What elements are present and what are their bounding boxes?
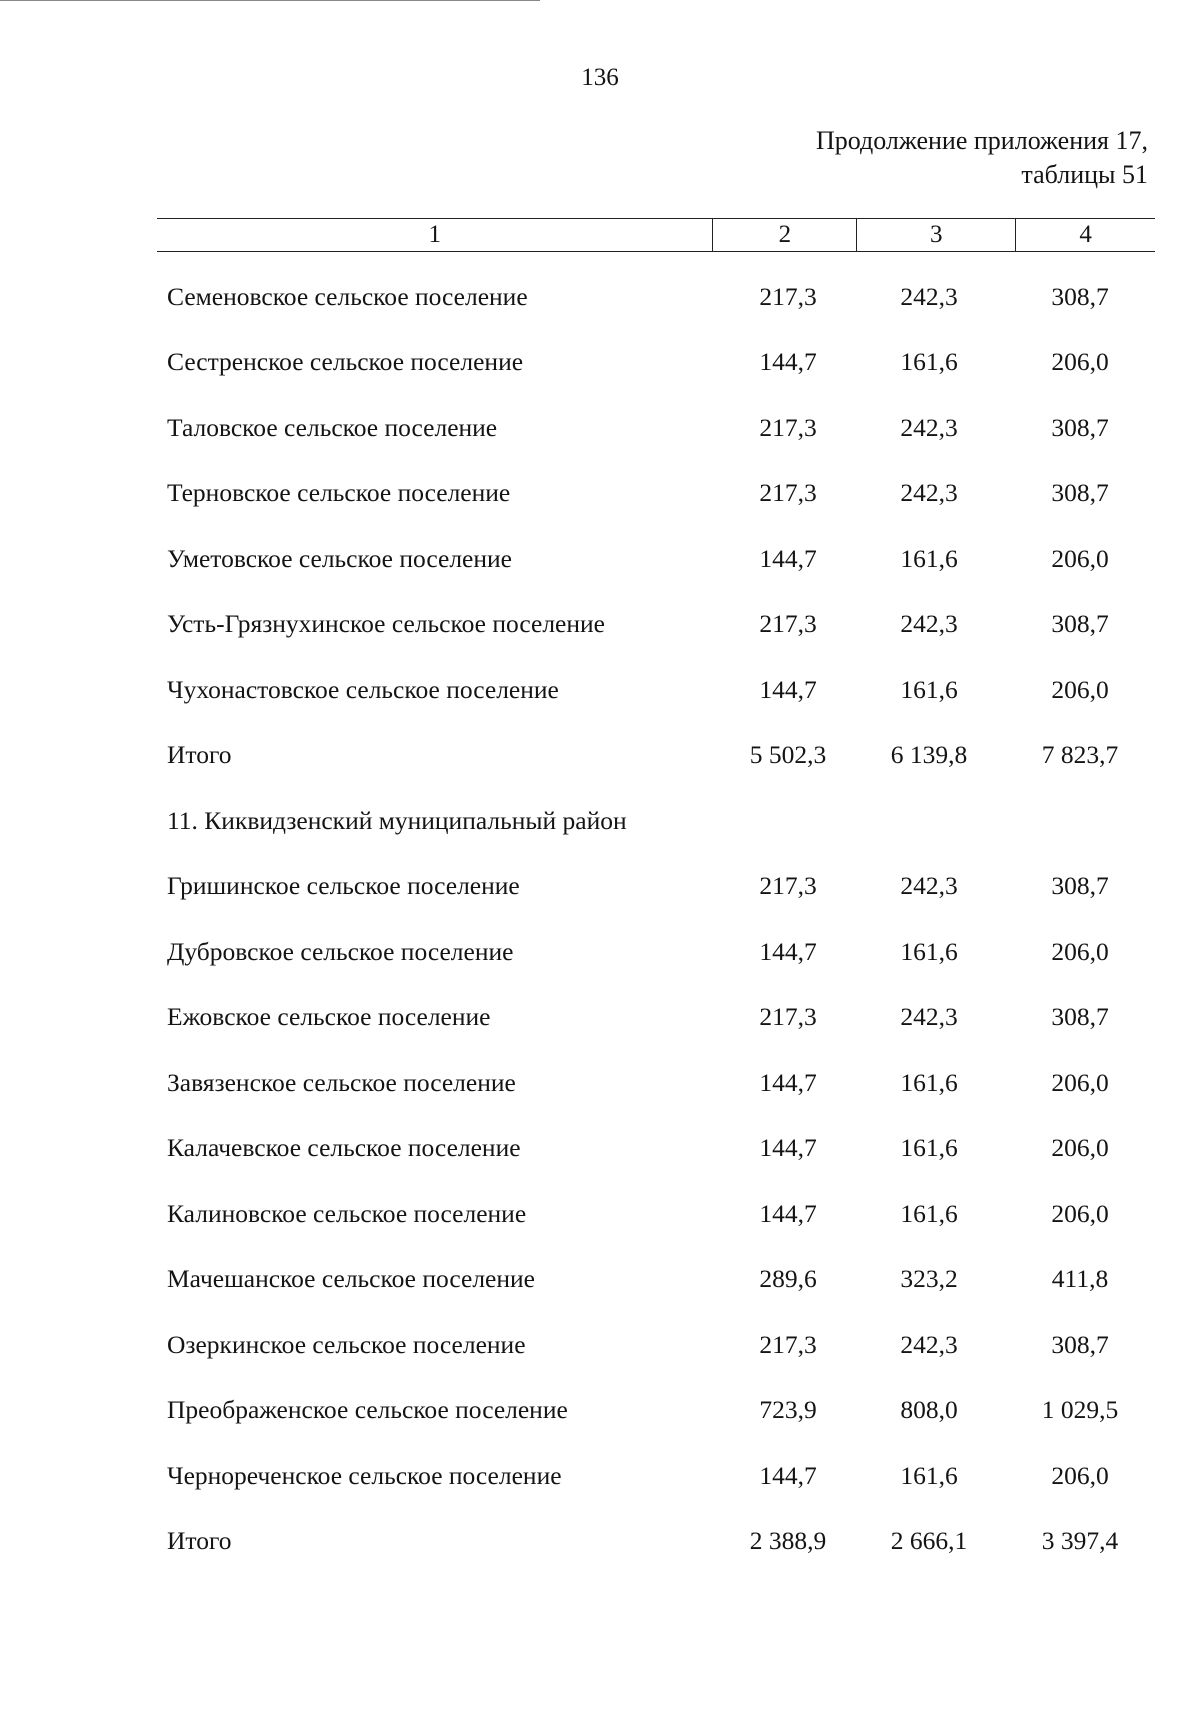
settlement-name: Завязенское сельское поселение [167, 1067, 516, 1097]
value-col-4: 411,8 [1051, 1264, 1109, 1294]
value-col-3: 6 139,8 [890, 740, 968, 770]
table-row [157, 592, 1155, 658]
value-col-2: 217,3 [759, 871, 817, 901]
header-col-1: 1 [428, 221, 441, 248]
value-col-3: 161,6 [900, 1133, 958, 1163]
value-col-2: 217,3 [759, 1329, 817, 1359]
value-col-2: 144,7 [759, 1460, 817, 1490]
value-col-3: 161,6 [900, 936, 958, 966]
value-col-4: 7 823,7 [1041, 740, 1119, 770]
scan-edge-line [0, 0, 540, 1]
value-col-2: 217,3 [759, 609, 817, 639]
value-col-3: 161,6 [900, 347, 958, 377]
value-col-2: 217,3 [759, 412, 817, 442]
value-col-3: 2 666,1 [890, 1526, 968, 1556]
continuation-line-2: таблицы 51 [1021, 160, 1148, 189]
table-row [157, 1443, 1155, 1509]
value-col-3: 242,3 [900, 1002, 958, 1032]
settlement-name: Преображенское сельское поселение [167, 1395, 568, 1425]
value-col-2: 144,7 [759, 1198, 817, 1228]
settlement-name: Усть-Грязнухинское сельское поселение [167, 609, 605, 639]
value-col-3: 161,6 [900, 1067, 958, 1097]
value-col-2: 217,3 [759, 478, 817, 508]
continuation-caption [816, 124, 1148, 192]
continuation-line-1: Продолжение приложения 17, [815, 126, 1148, 155]
value-col-4: 206,0 [1051, 936, 1109, 966]
value-col-2: 723,9 [759, 1395, 817, 1425]
header-col-2: 2 [712, 219, 856, 251]
table-row [157, 461, 1155, 527]
value-col-3: 161,6 [900, 543, 958, 573]
value-col-4: 206,0 [1051, 1067, 1109, 1097]
value-col-2: 217,3 [759, 281, 817, 311]
value-col-4: 206,0 [1051, 1133, 1109, 1163]
total-row [157, 1509, 1155, 1575]
settlement-name: Калиновское сельское поселение [167, 1198, 527, 1228]
table-row [157, 526, 1155, 592]
value-col-2: 144,7 [759, 543, 817, 573]
table-row [157, 985, 1155, 1051]
table-row [157, 1247, 1155, 1313]
value-col-2: 144,7 [759, 1067, 817, 1097]
value-col-4: 308,7 [1051, 871, 1109, 901]
settlement-name: Калачевское сельское поселение [167, 1133, 521, 1163]
settlement-name: Уметовское сельское поселение [167, 543, 512, 573]
value-col-3: 161,6 [900, 1460, 958, 1490]
settlement-name: Чухонастовское сельское поселение [167, 674, 559, 704]
value-col-2: 289,6 [759, 1264, 817, 1294]
value-col-2: 144,7 [759, 674, 817, 704]
settlement-name: Гришинское сельское поселение [167, 871, 520, 901]
value-col-4: 206,0 [1051, 347, 1109, 377]
value-col-3: 242,3 [900, 1329, 958, 1359]
value-col-3: 161,6 [900, 674, 958, 704]
value-col-4: 308,7 [1051, 609, 1109, 639]
settlement-name: Мачешанское сельское поселение [167, 1264, 535, 1294]
value-col-3: 161,6 [900, 1198, 958, 1228]
value-col-4: 308,7 [1051, 281, 1109, 311]
value-col-3: 242,3 [900, 412, 958, 442]
header-col-4: 4 [1015, 219, 1155, 251]
settlement-name: Сестренское сельское поселение [167, 347, 524, 377]
value-col-4: 1 029,5 [1041, 1395, 1119, 1425]
section-heading: 11. Киквидзенский муниципальный район [167, 805, 627, 835]
page-number: 136 [581, 64, 619, 91]
value-col-4: 308,7 [1051, 1002, 1109, 1032]
value-col-2: 144,7 [759, 1133, 817, 1163]
total-row [157, 723, 1155, 789]
settlement-name: Терновское сельское поселение [167, 478, 511, 508]
settlement-name: Таловское сельское поселение [167, 412, 498, 442]
section-heading-row [157, 788, 1155, 854]
settlement-name: Итого [167, 1526, 232, 1556]
table-row [157, 1116, 1155, 1182]
table-body [157, 264, 1155, 1574]
table-header [157, 218, 1155, 252]
settlement-name: Итого [167, 740, 232, 770]
table-row [157, 395, 1155, 461]
settlement-name: Чернореченское сельское поселение [167, 1460, 562, 1490]
value-col-3: 242,3 [900, 478, 958, 508]
table-row [157, 919, 1155, 985]
settlement-name: Ежовское сельское поселение [167, 1002, 491, 1032]
header-col-3: 3 [856, 219, 1015, 251]
value-col-2: 144,7 [759, 936, 817, 966]
table-row [157, 1181, 1155, 1247]
value-col-3: 808,0 [900, 1395, 958, 1425]
value-col-3: 323,2 [900, 1264, 958, 1294]
value-col-2: 217,3 [759, 1002, 817, 1032]
value-col-3: 242,3 [900, 609, 958, 639]
table-row [157, 854, 1155, 920]
table-row [157, 264, 1155, 330]
settlement-name: Дубровское сельское поселение [167, 936, 514, 966]
table-row [157, 1050, 1155, 1116]
value-col-3: 242,3 [900, 871, 958, 901]
value-col-4: 308,7 [1051, 1329, 1109, 1359]
value-col-2: 2 388,9 [749, 1526, 827, 1556]
settlement-name: Семеновское сельское поселение [167, 281, 528, 311]
table-row [157, 1378, 1155, 1444]
value-col-4: 206,0 [1051, 1198, 1109, 1228]
value-col-4: 206,0 [1051, 1460, 1109, 1490]
table-row [157, 330, 1155, 396]
value-col-4: 308,7 [1051, 478, 1109, 508]
value-col-2: 144,7 [759, 347, 817, 377]
table-row [157, 657, 1155, 723]
value-col-2: 5 502,3 [749, 740, 827, 770]
value-col-4: 308,7 [1051, 412, 1109, 442]
table-row [157, 1312, 1155, 1378]
value-col-4: 206,0 [1051, 543, 1109, 573]
value-col-3: 242,3 [900, 281, 958, 311]
value-col-4: 3 397,4 [1041, 1526, 1119, 1556]
settlement-name: Озеркинское сельское поселение [167, 1329, 526, 1359]
value-col-4: 206,0 [1051, 674, 1109, 704]
